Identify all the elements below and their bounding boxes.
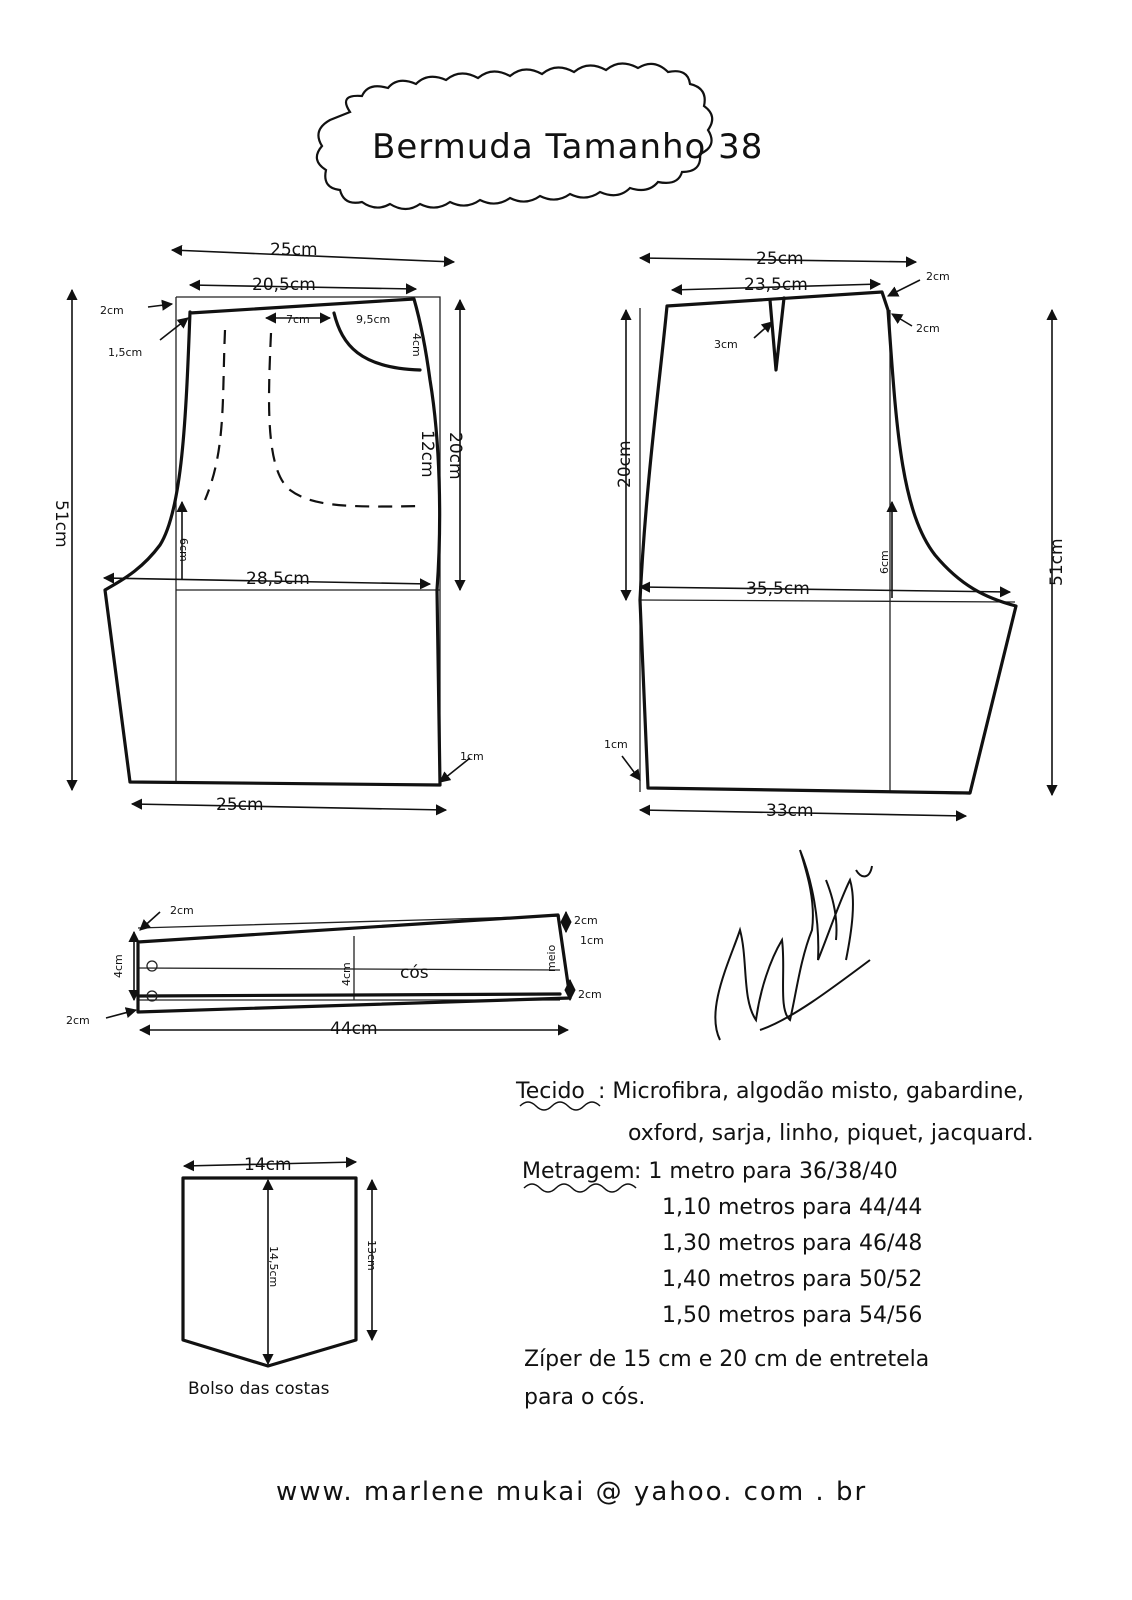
waistband-left-2cm-label: 2cm [66,1014,90,1027]
back-crotch-6cm-label: 6cm [878,550,891,574]
pocket-caption: Bolso das costas [188,1379,330,1399]
extra-line-2: para o cós. [524,1385,646,1410]
front-pocket-7cm-label: 7cm [286,313,310,326]
front-zip-12cm-label: 12cm [417,430,437,478]
back-top-width-label: 25cm [756,249,804,269]
notes [515,1079,1034,1410]
back-height-20cm-label: 20cm [615,440,635,488]
back-rise-2cm-label: 2cm [926,270,950,283]
title-cloud [317,63,764,209]
yardage-line-1: : 1 metro para 36/38/40 [634,1159,898,1184]
back-bottom-width-label: 33cm [766,801,814,821]
back-total-height-label: 51cm [1047,538,1067,586]
extra-line-1: Zíper de 15 cm e 20 cm de entretela [524,1347,930,1372]
waistband-meio-label: meio [545,944,558,972]
yardage-line-2: 1,10 metros para 44/44 [662,1195,923,1220]
front-height-20cm-label: 20cm [445,432,465,480]
waistband-right-1cm-label: 1cm [580,934,604,947]
back-pocket [183,1155,378,1399]
yardage-label: Metragem [522,1159,635,1184]
waistband-mid-4cm-label: 4cm [340,962,353,986]
back-hem-1cm-label: 1cm [604,738,628,751]
front-total-height-label: 51cm [51,500,71,548]
waistband-piece [66,904,604,1039]
front-crotch-6cm-label: 6cm [177,538,190,562]
front-waist-width-label: 20,5cm [252,275,316,295]
fabric-line-1: : Microfibra, algodão misto, gabardine, [598,1079,1025,1104]
front-top-width-label: 25cm [270,240,318,260]
back-hip-width-label: 35,5cm [746,579,810,599]
waistband-label: cós [400,963,429,983]
back-waist-width-label: 23,5cm [744,275,808,295]
front-hem-1cm-label: 1cm [460,750,484,763]
yardage-line-4: 1,40 metros para 50/52 [662,1267,923,1292]
front-offset-1-5cm-label: 1,5cm [108,346,143,359]
pocket-width-label: 14cm [244,1155,292,1175]
page-title: Bermuda Tamanho 38 [372,127,764,167]
back-piece [604,249,1067,821]
fabric-label: Tecido [516,1079,585,1104]
fabric-line-2: oxford, sarja, linho, piquet, jacquard. [628,1121,1034,1146]
button-hole-top [147,961,157,971]
waistband-height-4cm-label: 4cm [112,954,125,978]
waistband-length-label: 44cm [330,1019,378,1039]
pocket-side-height-label: 13cm [365,1240,378,1271]
front-hip-width-label: 28,5cm [246,569,310,589]
signature [715,850,872,1040]
waistband-bottom-2cm-label: 2cm [578,988,602,1001]
front-pocket-4cm-label: 4cm [410,333,423,357]
front-bottom-width-label: 25cm [216,795,264,815]
front-offset-2cm-label: 2cm [100,304,124,317]
waistband-right-2cm-label: 2cm [574,914,598,927]
waistband-top-2cm-label: 2cm [170,904,194,917]
yardage-line-3: 1,30 metros para 46/48 [662,1231,923,1256]
yardage-line-5: 1,50 metros para 54/56 [662,1303,923,1328]
front-pocket-9-5cm-label: 9,5cm [356,313,391,326]
back-side-2cm-label: 2cm [916,322,940,335]
contact-email: www. marlene mukai @ yahoo. com . br [276,1477,868,1507]
pocket-center-height-label: 14,5cm [267,1246,280,1288]
front-piece [51,240,484,815]
back-dart-3cm-label: 3cm [714,338,738,351]
